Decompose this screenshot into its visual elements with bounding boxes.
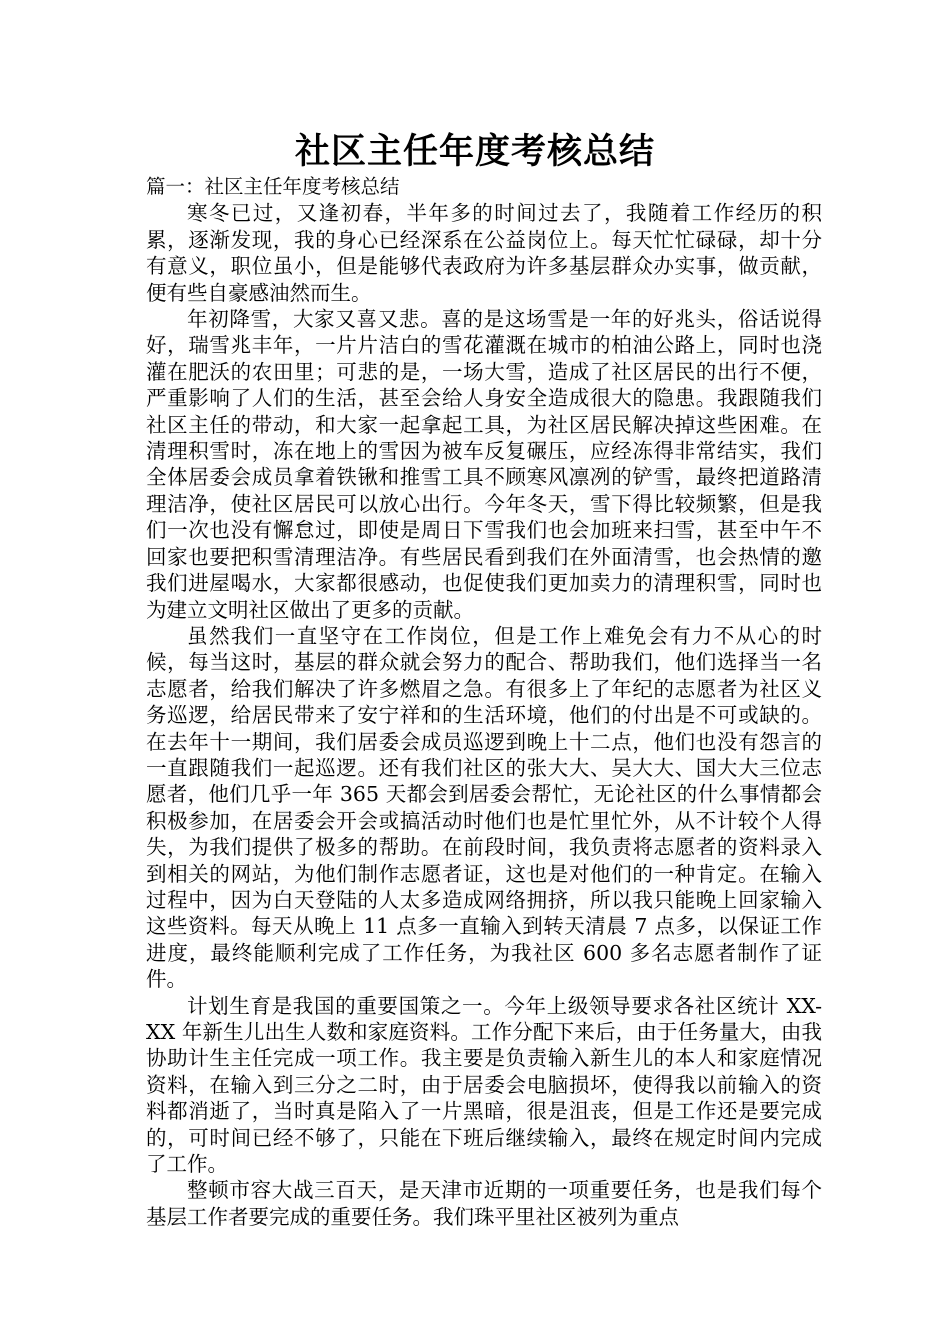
document-title: 社区主任年度考核总结 (294, 132, 655, 172)
document-body (146, 174, 822, 1230)
paragraph: 虽然我们一直坚守在工作岗位，但是工作上难免会有力不从心的时候，每当这时，基层的群众就会努力的配合、帮助我们，他们选择当一名志愿者，给我们解决了许多燃眉之急。有很多上了年纪的志愿者为社区义务巡逻，给居民带来了安宁祥和的生活环境，他们的付出是不可或缺的。在去年十一期间，我们居委会成员巡逻到晚上十二点，他们也没有怨言的一直跟随我们一起巡逻。还有我们社区的张大大、吴大大、国大大三位志愿者，他们几乎一年 365 天都会到居委会帮忙，无论社区的什么事情都会积极参加，在居委会开会或搞活动时他们也是忙里忙外，从不计较个人得失，为我们提供了极多的帮助。在前段时间，我负责将志愿者的资料录入到相关的网站，为他们制作志愿者证，这也是对他们的一种肯定。在输入过程中，因为白天登陆的人太多造成网络拥挤，所以我只能晚上回家输入这些资料。每天从晚上 11 点多一直输入到转天清晨 7 点多，以保证工作进度，最终能顺利完成了工作任务，为我社区 600 多名志愿者制作了证件。 (146, 623, 822, 992)
section-heading: 篇一：社区主任年度考核总结 (146, 175, 400, 198)
paragraph: 年初降雪，大家又喜又悲。喜的是这场雪是一年的好兆头，俗话说得好，瑞雪兆丰年，一片片洁白的雪花灌溉在城市的柏油公路上，同时也浇灌在肥沃的农田里；可悲的是，一场大雪，造成了社区居民的出行不便，严重影响了人们的生活，甚至会给人身安全造成很大的隐患。我跟随我们社区主任的带动，和大家一起拿起工具，为社区居民解决掉这些困难。在清理积雪时，冻在地上的雪因为被车反复碾压，应经冻得非常结实，我们全体居委会成员拿着铁锹和推雪工具不顾寒风凛冽的铲雪，最终把道路清理洁净，使社区居民可以放心出行。今年冬天，雪下得比较频繁，但是我们一次也没有懈怠过，即使是周日下雪我们也会加班来扫雪，甚至中午不回家也要把积雪清理洁净。有些居民看到我们在外面清雪，也会热情的邀我们进屋喝水，大家都很感动，也促使我们更加卖力的清理积雪，同时也为建立文明社区做出了更多的贡献。 (146, 307, 822, 622)
paragraph: 寒冬已过，又逢初春，半年多的时间过去了，我随着工作经历的积累，逐渐发现，我的身心已经深系在公益岗位上。每天忙忙碌碌，却十分有意义，职位虽小，但是能够代表政府为许多基层群众办实事，做贡献，便有些自豪感油然而生。 (146, 201, 822, 305)
paragraph: 整顿市容大战三百天，是天津市近期的一项重要任务，也是我们每个基层工作者要完成的重要任务。我们珠平里社区被列为重点 (146, 1178, 822, 1229)
paragraph: 计划生育是我国的重要国策之一。今年上级领导要求各社区统计 XX-XX 年新生儿出生人数和家庭资料。工作分配下来后，由于任务量大，由我协助计生主任完成一项工作。我主要是负责输入新生儿的本人和家庭情况资料，在输入到三分之二时，由于居委会电脑损坏，使得我以前输入的资料都消逝了，当时真是陷入了一片黑暗，很是沮丧，但是工作还是要完成的，可时间已经不够了，只能在下班后继续输入，最终在规定时间内完成了工作。 (146, 993, 822, 1177)
